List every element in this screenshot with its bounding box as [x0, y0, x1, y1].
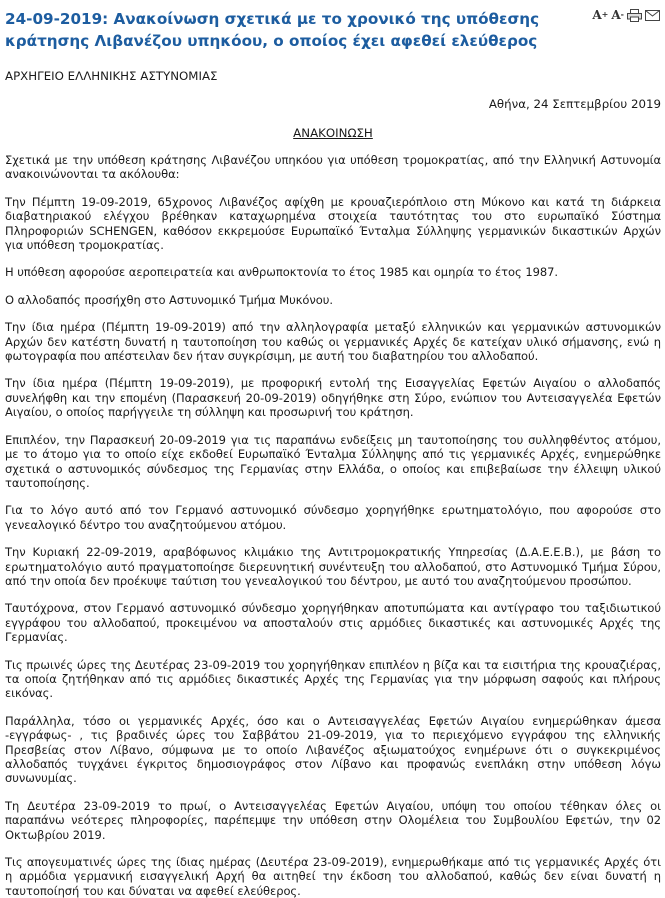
body-paragraph: Ταυτόχρονα, στον Γερμανό αστυνομικό σύνδεσμο χορηγήθηκαν αποτυπώματα και αντίγραφο του ταξιδιωτικού εγγράφου του αλλοδαπού, προκειμένου να αποσταλούν στις αρμόδιες δικαστικές και αστυνομικές Αρχές της Γερμανίας.: [5, 601, 661, 645]
email-icon: [645, 10, 660, 21]
announcement-body: [5, 153, 661, 898]
page-tools: [592, 8, 660, 22]
body-paragraph: Την ίδια ημέρα (Πέμπτη 19-09-2019), με προφορική εντολή της Εισαγγελίας Εφετών Αιγαίου ο αλλοδαπός συνελήφθη και την επομένη (Παρασκευή 20-09-2019) οδηγήθηκε στη Σύρο, ενώπιον του Αντεισαγγελέα Εφετών Αιγαίου, ο οποίος παρήγγειλε τη σύλληψη και προσωρινή του κράτηση.: [5, 376, 661, 420]
body-paragraph: Παράλληλα, τόσο οι γερμανικές Αρχές, όσο και ο Αντεισαγγελέας Εφετών Αιγαίου ενημερώθηκαν άμεσα -εγγράφως- , τις βραδινές ώρες του Σαββάτου 21-09-2019, για το περιεχόμενο εγγράφου της ελληνικής Πρεσβείας στον Λίβανο, σύμφωνα με το οποίο Λιβανέζος αξιωματούχος ενημέρωνε ότι ο συγκεκριμένος αλλοδαπός τυγχάνει έγκριτος δημοσιογράφος στον Λίβανο και προφανώς ενεπλάκη στην υπόθεση λόγω συνωνυμίας.: [5, 713, 661, 786]
font-glyph: A: [611, 8, 621, 22]
body-paragraph: Η υπόθεση αφορούσε αεροπειρατεία και ανθρωποκτονία το έτος 1985 και ομηρία το έτος 1987.: [5, 265, 558, 280]
body-paragraph: Τη Δευτέρα 23-09-2019 το πρωί, ο Αντεισαγγελέας Εφετών Αιγαίου, υπόψη του οποίου τέθηκαν όλες οι παραπάνω νεότερες πληροφορίες, παρέπεμψε την υπόθεση στην Ολομέλεια του Συμβουλίου Εφετών, την 02 Οκτωβρίου 2019.: [5, 798, 661, 842]
body-paragraph: Την ίδια ημέρα (Πέμπτη 19-09-2019) από την αλληλογραφία μεταξύ ελληνικών και γερμανικών αστυνομικών Αρχών δεν κατέστη δυνατή η ταυτοποίηση του καθώς οι γερμανικές Αρχές δε κατείχαν υλικό σήμανσης, ενώ η φωτογραφία που απέστειλαν δεν ήταν συγκρίσιμη, με αυτή του διαβατηρίου του αλλοδαπού.: [5, 320, 661, 364]
print-icon: [627, 9, 642, 22]
page-title: 24-09-2019: Ανακοίνωση σχετικά με το χρονικό της υπόθεσης κράτησης Λιβανέζου υπηκόου, ο οποίος έχει αφεθεί ελεύθερος: [5, 10, 540, 50]
email-button[interactable]: [645, 8, 660, 22]
body-paragraph: Επιπλέον, την Παρασκευή 20-09-2019 για τις παραπάνω ενδείξεις μη ταυτοποίησης του συλληφθέντος ατόμου, με το άτομο για το οποίο είχε εκδοθεί Ευρωπαϊκό Ένταλμα Σύλληψης από τις γερμανικές Αρχές, ενημερώθηκε σχετικά ο αστυνομικός σύνδεσμος της Γερμανίας στην Ελλάδα, ο οποίος και επιβεβαίωσε την έλλειψη υλικού ταυτοποίησης.: [5, 432, 661, 490]
body-paragraph: Την Πέμπτη 19-09-2019, 65χρονος Λιβανέζος αφίχθη με κρουαζιερόπλοιο στη Μύκονο και κατά τη διάρκεια διαβατηριακού ελέγχου βρέθηκαν καταχωρημένα στοιχεία ταυτότητας του στο ευρωπαϊκό Σύστημα Πληροφοριών SCHENGEN, καθόσον εκκρεμούσε Ευρωπαϊκό Ένταλμα Σύλληψης γερμανικών δικαστικών Αρχών για υπόθεση τρομοκρατίας.: [5, 194, 661, 253]
minus-sign: -: [620, 10, 624, 19]
font-glyph: A: [592, 8, 602, 22]
body-paragraph: Την Κυριακή 22-09-2019, αραβόφωνος κλιμάκιο της Αντιτρομοκρατικής Υπηρεσίας (Δ.Α.Ε.Ε.Β.), με βάση το ερωτηματολόγιο αυτό πραγματοποίησε διερευνητική συνέντευξη του αλλοδαπού, στο Αστυνομικό Τμήμα Σύρου, από την οποία δεν προέκυψε ταύτιση του γενεαλογικού του δέντρου, με αυτό του αναζητούμενου προσώπου.: [5, 545, 661, 588]
organization-name: ΑΡΧΗΓΕΙΟ ΕΛΛΗΝΙΚΗΣ ΑΣΤΥΝΟΜΙΑΣ: [5, 69, 218, 83]
release-date: Αθήνα, 24 Σεπτεμβρίου 2019: [488, 97, 661, 111]
announcement-heading: ΑΝΑΚΟΙΝΩΣΗ: [293, 126, 373, 140]
print-button[interactable]: [627, 8, 642, 22]
body-paragraph: Για το λόγο αυτό από τον Γερμανό αστυνομικό σύνδεσμο χορηγήθηκε ερωτηματολόγιο, που αφορούσε στο γενεαλογικό δέντρο του αναζητούμενου ατόμου.: [5, 503, 661, 532]
body-paragraph: Ο αλλοδαπός προσήχθη στο Αστυνομικό Τμήμα Μυκόνου.: [5, 292, 333, 307]
decrease-font-button[interactable]: [611, 8, 624, 22]
body-paragraph: Τις απογευματινές ώρες της ίδιας ημέρας (Δευτέρα 23-09-2019), ενημερωθήκαμε από τις γερμανικές Αρχές ότι η αρμόδια γερμανική εισαγγελική Αρχή θα αιτηθεί την έκδοση του αλλοδαπού, καθώς δεν είναι δυνατή η ταυτοποίησή του και δύναται να αφεθεί ελεύθερος.: [5, 855, 661, 898]
body-paragraph: Τις πρωινές ώρες της Δευτέρας 23-09-2019 του χορηγήθηκαν επιπλέον η βίζα και τα εισιτήρια της κρουαζιέρας, τα οποία ζητήθηκαν από τις αρμόδιες δικαστικές Αρχές της Γερμανίας για την μόρφωση σαφούς και πλήρους εικόνας.: [5, 657, 661, 701]
plus-sign: +: [601, 10, 609, 19]
body-paragraph: Σχετικά με την υπόθεση κράτησης Λιβανέζου υπηκόου για υπόθεση τρομοκρατίας, από την Ελληνική Αστυνομία ανακοινώνονται τα ακόλουθα:: [5, 153, 661, 182]
increase-font-button[interactable]: [592, 8, 608, 22]
